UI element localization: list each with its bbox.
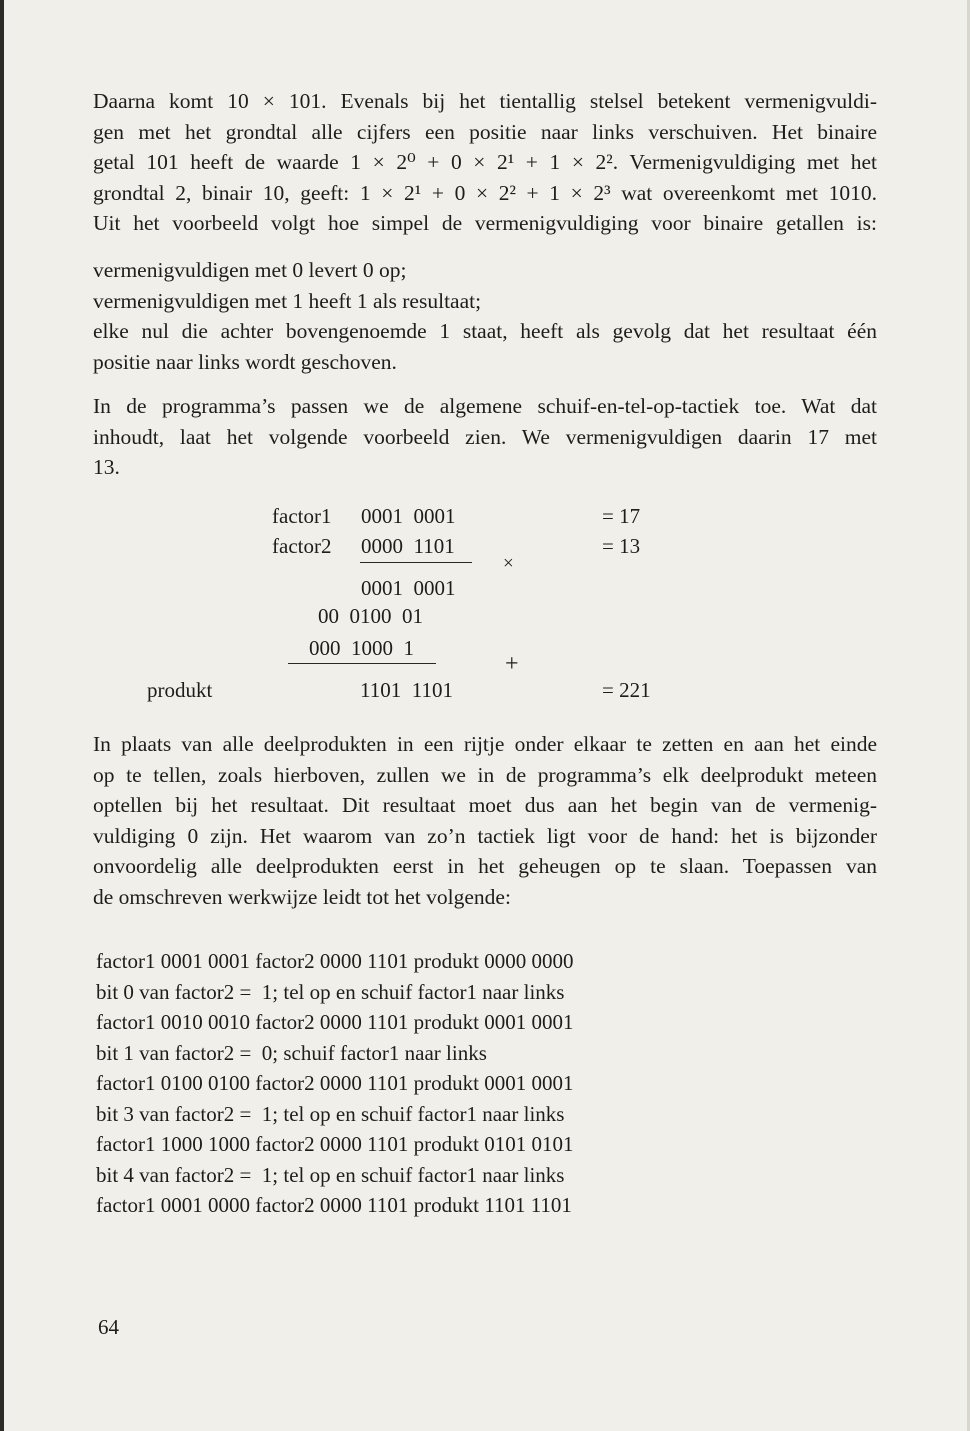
paragraph-rules bbox=[93, 255, 877, 377]
text-line: op te tellen, zoals hierboven, zullen we in de programma’s elk deelprodukt meteen bbox=[93, 762, 877, 787]
plus-sign: + bbox=[505, 651, 519, 677]
text-line: Uit het voorbeeld volgt hoe simpel de vermenigvuldiging voor binaire getallen is: bbox=[93, 211, 877, 235]
factor2-label: factor2 bbox=[272, 534, 332, 558]
times-sign: × bbox=[503, 553, 514, 574]
factor-underline bbox=[360, 562, 472, 563]
partial-product-3: 000 1000 1 bbox=[309, 636, 414, 660]
factor2-result: = 13 bbox=[602, 534, 641, 558]
text-line: grondtal 2, binair 10, geeft: 1 × 2¹ + 0 × 2² + 1 × 2³ wat overeenkomt met 1010. bbox=[93, 180, 877, 205]
text-line: In plaats van alle deelprodukten in een rijtje onder elkaar te zetten en aan het einde bbox=[93, 732, 877, 756]
text-line: positie naar links wordt geschoven. bbox=[93, 349, 397, 374]
step-line: factor1 0100 0100 factor2 0000 1101 produkt 0001 0001 bbox=[96, 1071, 574, 1095]
step-line: bit 4 van factor2 = 1; tel op en schuif factor1 naar links bbox=[96, 1162, 565, 1187]
text-line: Daarna komt 10 × 101. Evenals bij het tientallig stelsel betekent vermenigvuldi- bbox=[93, 89, 877, 113]
product-label: produkt bbox=[147, 678, 213, 702]
product-value: 1101 1101 bbox=[360, 678, 453, 702]
paragraph-binary-shift bbox=[93, 86, 877, 239]
text-line: In de programma’s passen we de algemene schuif-en-tel-op-tactiek toe. Wat dat bbox=[93, 394, 877, 418]
paragraph-procedure bbox=[93, 729, 877, 912]
step-line: factor1 1000 1000 factor2 0000 1101 produkt 0101 0101 bbox=[96, 1132, 574, 1156]
step-line: factor1 0001 0001 factor2 0000 1101 produkt 0000 0000 bbox=[96, 949, 574, 973]
step-listing bbox=[96, 946, 696, 1221]
text-line: inhoudt, laat het volgende voorbeeld zien. We vermenigvuldigen daarin 17 met bbox=[93, 424, 877, 449]
factor1-label: factor1 bbox=[272, 504, 332, 528]
text-line: vermenigvuldigen met 1 heeft 1 als resultaat; bbox=[93, 288, 482, 313]
sum-underline bbox=[288, 663, 436, 664]
text-line: getal 101 heeft de waarde 1 × 2⁰ + 0 × 2¹ + 1 × 2². Vermenigvuldiging met het bbox=[93, 150, 877, 174]
step-line: bit 3 van factor2 = 1; tel op en schuif factor1 naar links bbox=[96, 1101, 565, 1126]
text-line: onvoordelig alle deelprodukten eerst in het geheugen op te slaan. Toepassen van bbox=[93, 854, 877, 878]
text-line: elke nul die achter bovengenoemde 1 staat, heeft als gevolg dat het resultaat één bbox=[93, 319, 877, 343]
factor1-value: 0001 0001 bbox=[361, 504, 456, 528]
text-line: gen met het grondtal alle cijfers een positie naar links verschuiven. Het binaire bbox=[93, 119, 877, 144]
text-line: 13. bbox=[93, 455, 120, 479]
text-line: vuldiging 0 zijn. Het waarom van zo’n tactiek ligt voor de hand: het is bijzonder bbox=[93, 823, 877, 848]
step-line: bit 0 van factor2 = 1; tel op en schuif factor1 naar links bbox=[96, 979, 565, 1004]
text-line: vermenigvuldigen met 0 levert 0 op; bbox=[93, 258, 407, 282]
step-line: factor1 0010 0010 factor2 0000 1101 produkt 0001 0001 bbox=[96, 1010, 574, 1034]
paragraph-tactic bbox=[93, 391, 877, 483]
page-number: 64 bbox=[98, 1315, 119, 1339]
page-edge-shadow bbox=[0, 0, 4, 1431]
product-result: = 221 bbox=[602, 678, 651, 702]
step-line: bit 1 van factor2 = 0; schuif factor1 naar links bbox=[96, 1040, 487, 1065]
factor1-result: = 17 bbox=[602, 504, 641, 528]
step-line: factor1 0001 0000 factor2 0000 1101 produkt 1101 1101 bbox=[96, 1193, 572, 1217]
partial-product-2: 00 0100 01 bbox=[318, 604, 423, 628]
text-line: optellen bij het resultaat. Dit resultaat moet dus aan het begin van de vermenig- bbox=[93, 793, 877, 817]
text-line: de omschreven werkwijze leidt tot het volgende: bbox=[93, 884, 511, 909]
factor2-value: 0000 1101 bbox=[361, 534, 455, 558]
partial-product-1: 0001 0001 bbox=[361, 576, 456, 600]
